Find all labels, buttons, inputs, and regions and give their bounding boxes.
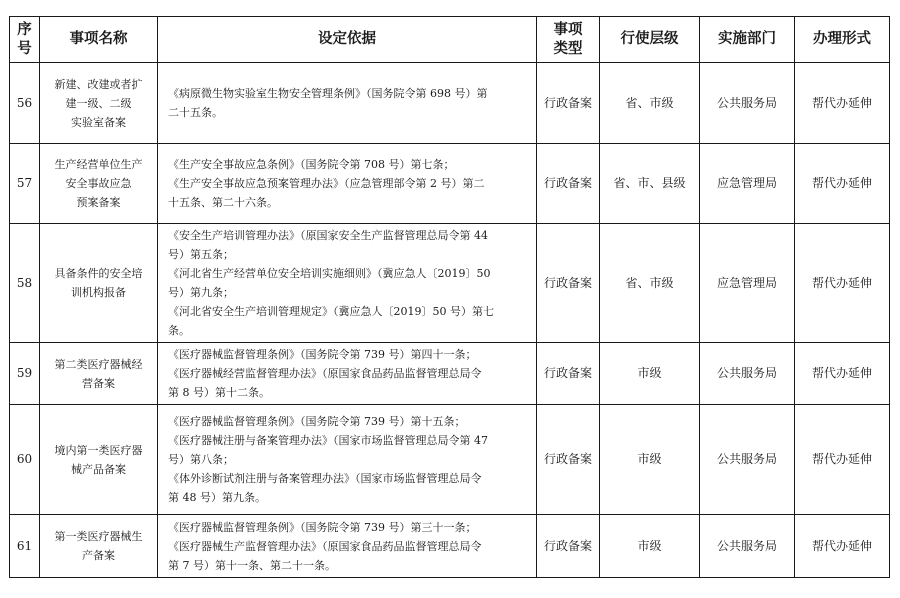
basis-line: 《医疗器械监督管理条例》（国务院令第 739 号）第十五条； bbox=[168, 415, 466, 428]
basis-line: 条。 bbox=[168, 324, 190, 337]
form-cell: 帮代办延伸 bbox=[795, 405, 890, 515]
basis-cell bbox=[158, 63, 537, 144]
matters-table bbox=[9, 16, 890, 578]
basis-line: 《病原微生物实验室生物安全管理条例》（国务院令第 698 号）第 bbox=[168, 87, 488, 100]
basis-line: 第 48 号）第九条。 bbox=[168, 491, 266, 504]
item-name-cell bbox=[40, 405, 158, 515]
item-name-line: 产备案 bbox=[82, 549, 115, 562]
table-row bbox=[10, 405, 890, 515]
form-cell: 帮代办延伸 bbox=[795, 224, 890, 343]
type-cell: 行政备案 bbox=[537, 405, 600, 515]
basis-line: 号）第九条； bbox=[168, 286, 234, 299]
basis-line: 《河北省生产经营单位安全培训实施细则》（冀应急人〔2019〕50 bbox=[168, 267, 491, 280]
type-cell: 行政备案 bbox=[537, 224, 600, 343]
basis-line: 《安全生产培训管理办法》（原国家安全生产监督管理总局令第 44 bbox=[168, 229, 488, 242]
seq-cell: 61 bbox=[10, 515, 40, 578]
item-name-line: 第二类医疗器械经 bbox=[54, 357, 143, 371]
level-cell: 市级 bbox=[600, 515, 700, 578]
item-name-line: 建一级、二级 bbox=[65, 96, 132, 110]
level-cell: 市级 bbox=[600, 343, 700, 405]
basis-line: 《生产安全事故应急条例》（国务院令第 708 号）第七条； bbox=[168, 158, 455, 171]
header-seq: 序号 bbox=[10, 17, 40, 63]
seq-cell: 57 bbox=[10, 144, 40, 224]
type-cell: 行政备案 bbox=[537, 144, 600, 224]
header-level: 行使层级 bbox=[600, 17, 700, 63]
basis-line: 《医疗器械生产监督管理办法》（原国家食品药品监督管理总局令 bbox=[168, 539, 482, 553]
basis-line: 号）第五条； bbox=[168, 248, 234, 261]
dept-cell: 公共服务局 bbox=[700, 405, 795, 515]
item-name-line: 生产经营单位生产 bbox=[54, 158, 143, 171]
seq-cell: 60 bbox=[10, 405, 40, 515]
item-name-cell bbox=[40, 515, 158, 578]
item-name-line: 第一类医疗器械生 bbox=[54, 530, 143, 543]
basis-line: 《医疗器械注册与备案管理办法》（国家市场监督管理总局令第 47 bbox=[168, 434, 488, 447]
table-row bbox=[10, 515, 890, 578]
basis-line: 《医疗器械经营监督管理办法》（原国家食品药品监督管理总局令 bbox=[168, 367, 482, 380]
item-name-line: 训机构报备 bbox=[71, 286, 126, 299]
table-row bbox=[10, 224, 890, 343]
item-name-cell bbox=[40, 144, 158, 224]
item-name-line: 新建、改建或者扩 bbox=[54, 77, 143, 91]
form-cell: 帮代办延伸 bbox=[795, 63, 890, 144]
basis-cell bbox=[158, 224, 537, 343]
header-row bbox=[10, 17, 890, 63]
item-name-line: 械产品备案 bbox=[71, 462, 126, 476]
item-name-line: 营备案 bbox=[82, 376, 115, 390]
table-row bbox=[10, 144, 890, 224]
dept-cell: 应急管理局 bbox=[700, 144, 795, 224]
level-cell: 省、市、县级 bbox=[600, 144, 700, 224]
header-form: 办理形式 bbox=[795, 17, 890, 63]
seq-cell: 59 bbox=[10, 343, 40, 405]
dept-cell: 应急管理局 bbox=[700, 224, 795, 343]
basis-cell bbox=[158, 144, 537, 224]
basis-line: 十五条、第二十六条。 bbox=[168, 196, 278, 209]
form-cell: 帮代办延伸 bbox=[795, 515, 890, 578]
header-dept: 实施部门 bbox=[700, 17, 795, 63]
item-name-cell bbox=[40, 343, 158, 405]
item-name-line: 预案备案 bbox=[76, 196, 121, 209]
dept-cell: 公共服务局 bbox=[700, 515, 795, 578]
basis-line: 第 7 号）第十一条、第二十一条。 bbox=[168, 558, 336, 572]
header-type: 事项类型 bbox=[537, 17, 600, 63]
basis-line: 第 8 号）第十二条。 bbox=[168, 386, 270, 399]
level-cell: 市级 bbox=[600, 405, 700, 515]
table-row bbox=[10, 63, 890, 144]
header-name: 事项名称 bbox=[40, 17, 158, 63]
basis-line: 《体外诊断试剂注册与备案管理办法》（国家市场监督管理总局令 bbox=[168, 472, 482, 485]
form-cell: 帮代办延伸 bbox=[795, 343, 890, 405]
basis-line: 《医疗器械监督管理条例》（国务院令第 739 号）第三十一条； bbox=[168, 520, 477, 534]
item-name-cell bbox=[40, 63, 158, 144]
basis-line: 《河北省安全生产培训管理规定》（冀应急人〔2019〕50 号）第七 bbox=[168, 305, 494, 318]
basis-cell bbox=[158, 343, 537, 405]
item-name-line: 境内第一类医疗器 bbox=[54, 443, 143, 457]
item-name-line: 具备条件的安全培 bbox=[54, 267, 143, 280]
basis-cell bbox=[158, 515, 537, 578]
level-cell: 省、市级 bbox=[600, 224, 700, 343]
seq-cell: 56 bbox=[10, 63, 40, 144]
seq-cell: 58 bbox=[10, 224, 40, 343]
dept-cell: 公共服务局 bbox=[700, 343, 795, 405]
basis-line: 《医疗器械监督管理条例》（国务院令第 739 号）第四十一条； bbox=[168, 348, 477, 361]
dept-cell: 公共服务局 bbox=[700, 63, 795, 144]
type-cell: 行政备案 bbox=[537, 63, 600, 144]
basis-cell bbox=[158, 405, 537, 515]
level-cell: 省、市级 bbox=[600, 63, 700, 144]
header-basis: 设定依据 bbox=[158, 17, 537, 63]
type-cell: 行政备案 bbox=[537, 515, 600, 578]
basis-line: 号）第八条； bbox=[168, 453, 234, 466]
basis-line: 《生产安全事故应急预案管理办法》（应急管理部令第 2 号）第二 bbox=[168, 177, 485, 190]
basis-line: 二十五条。 bbox=[168, 106, 223, 119]
item-name-cell bbox=[40, 224, 158, 343]
item-name-line: 安全事故应急 bbox=[65, 177, 132, 190]
table-row bbox=[10, 343, 890, 405]
type-cell: 行政备案 bbox=[537, 343, 600, 405]
form-cell: 帮代办延伸 bbox=[795, 144, 890, 224]
item-name-line: 实验室备案 bbox=[71, 115, 126, 129]
